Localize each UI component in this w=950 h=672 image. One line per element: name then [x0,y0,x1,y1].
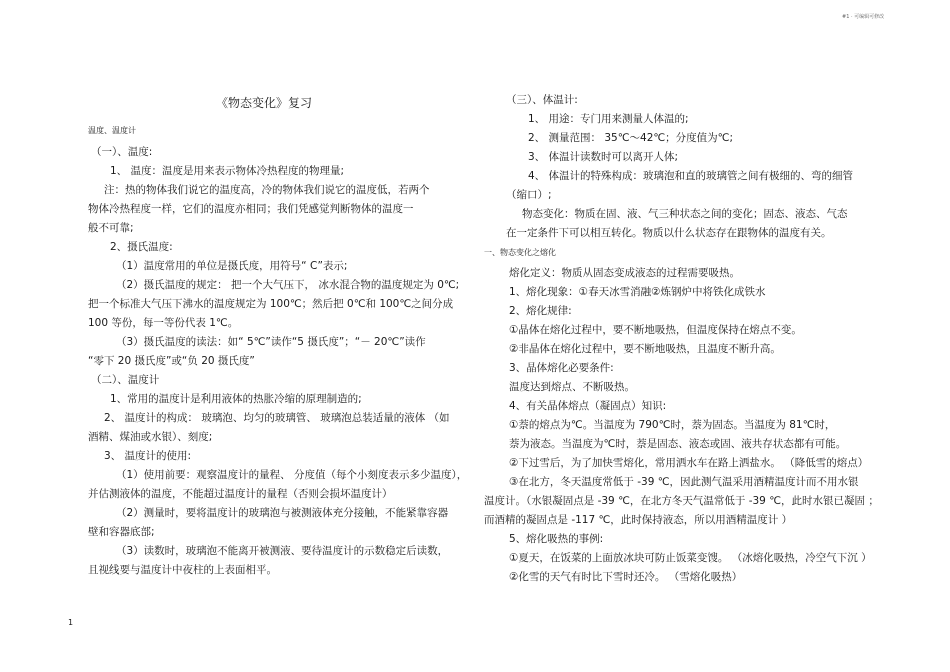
left-line: 2、 温度计的构成： 玻璃泡、均匀的玻璃管、 玻璃泡总装适量的液体 （如 [104,412,450,424]
right-line: 3、晶体熔化必要条件: [509,362,614,374]
left-line: （2）摄氏温度的规定： 把一个大气压下， 冰水混合物的温度规定为 0℃; [116,279,460,291]
left-line: 并估测液体的温度，不能超过温度计的量程（否则会损坏温度计） [88,488,393,500]
left-line: （二）、温度计 [91,374,160,386]
right-line: 萘为液态。当温度为℃时，萘是固态、液态或固、液共存状态都有可能。 [509,438,847,450]
right-line: ③在北方，冬天温度常低于 -39 ℃，因此测气温采用酒精温度计而不用水银 [509,476,859,488]
right-line: 在一定条件下可以相互转化。物质以什么状态存在跟物体的温度有关。 [506,227,832,239]
left-line: （1）温度常用的单位是摄氏度，用符号“ C”表示; [116,260,348,272]
right-line: 5、熔化吸热的事例: [509,533,604,545]
right-line: ②下过雪后，为了加快雪熔化，常用洒水车在路上洒盐水。 （降低雪的熔点） [509,457,869,469]
right-line: 2、熔化规律: [509,305,572,317]
left-line: 100 等份，每一等份代表 1℃。 [88,317,239,329]
left-line: （3）摄氏温度的读法：如“ 5℃”读作“5 摄氏度”；“－ 20℃”读作 [116,336,426,348]
left-line: （3）读数时，玻璃泡不能离开被测液、要待温度计的示数稳定后读数， [116,545,449,557]
right-line: 2、 测量范围： 35℃～42℃；分度值为℃; [528,132,733,144]
right-line: 物态变化：物质在固、液、气三种状态之间的变化；固态、液态、气态 [522,208,848,220]
left-line: 酒精、煤油或水银）、刻度; [88,431,213,443]
section-heading-temperature: 温度、温度计 [88,126,136,135]
left-line: 般不可靠; [88,222,134,234]
right-line: 4、 体温计的特殊构成：玻璃泡和直的玻璃管之间有极细的、弯的细管 [528,170,854,182]
right-line: （三）、体温计: [506,94,578,106]
left-line: （一）、温度: [91,146,153,158]
right-line: ①萘的熔点为℃。当温度为 790℃时，萘为固态。当温度为 81℃时， [509,419,836,431]
right-line: 温度达到熔点、不断吸热。 [509,381,635,393]
right-line: 1、 用途：专门用来测量人体温的; [528,113,689,125]
right-line: 3、 体温计读数时可以离开人体; [528,151,679,163]
right-line: ①夏天，在饭菜的上面放冰块可防止饭菜变馊。 （冰熔化吸热，冷空气下沉 ） [509,552,872,564]
left-line: 且视线要与温度计中夜柱的上表面相平。 [88,564,277,576]
right-line: 1、熔化现象：①春天冰雪消融②炼钢炉中将铁化成铁水 [509,286,766,298]
left-line: “零下 20 摄氏度”或“负 20 摄氏度” [88,355,255,367]
left-line: 1、 温度：温度是用来表示物体冷热程度的物理量; [110,165,345,177]
left-line: 物体冷热程度一样，它们的温度亦相同；我们凭感觉判断物体的温度一 [88,203,414,215]
right-line: 温度计。（水银凝固点是 -39 ℃，在北方冬天气温常低于 -39 ℃，此时水银已凝固 ； [484,495,879,507]
left-line: （2）测量时，要将温度计的玻璃泡与被测液体充分接触，不能紧靠容器 [116,507,449,519]
left-line: 注：热的物体我们说它的温度高，冷的物体我们说它的温度低，若两个 [104,184,430,196]
right-line: 4、有关晶体熔点（凝固点）知识: [509,400,667,412]
page-title: 《物态变化》复习 [216,96,313,110]
left-line: 2、摄氏温度: [110,241,173,253]
section-heading-melting: 一、物态变化之熔化 [484,248,556,257]
left-line: 壁和容器底部; [88,526,155,538]
right-line: ②非晶体在熔化过程中，要不断地吸热，且温度不断升高。 [509,343,781,355]
right-line: （缩口）; [506,189,552,201]
left-line: 3、 温度计的使用: [104,450,192,462]
right-line: 熔化定义：物质从固态变成液态的过程需要吸热。 [509,267,740,279]
header-note: #1 · 可编辑可修改 [842,14,885,20]
page-number: 1 [68,618,74,627]
right-line: ②化雪的天气有时比下雪时还冷。 （雪熔化吸热） [509,571,743,583]
right-line: ①晶体在熔化过程中，要不断地吸热，但温度保持在熔点不变。 [509,324,802,336]
left-line: 把一个标准大气压下沸水的温度规定为 100℃；然后把 0℃和 100℃之间分成 [88,298,454,310]
right-line: 而酒精的凝固点是 -117 ℃，此时保持液态，所以用酒精温度计 ） [484,514,793,526]
left-line: （1）使用前要：观察温度计的量程、 分度值（每个小刻度表示多少温度）， [116,469,468,481]
left-line: 1、常用的温度计是利用液体的热胀冷缩的原理制造的; [110,393,362,405]
